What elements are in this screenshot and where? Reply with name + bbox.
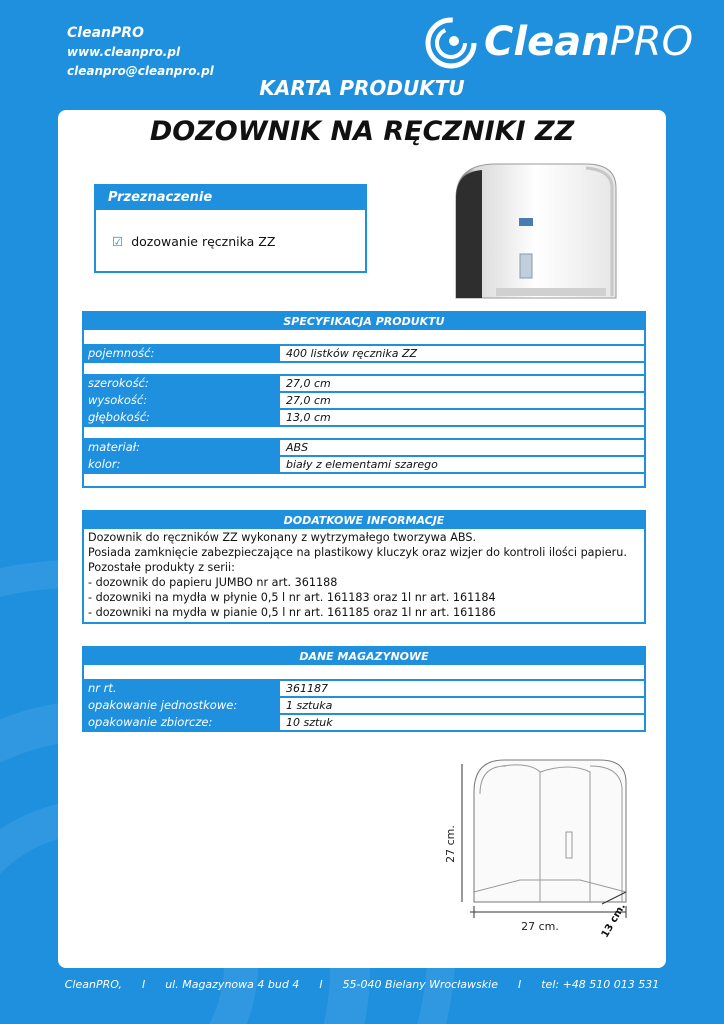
info-line: Posiada zamknięcie zabezpieczające na plastikowy kluczyk oraz wizjer do kontroli ilości papieru. (88, 546, 627, 559)
purpose-item (112, 234, 275, 249)
purpose-heading: Przeznaczenie (96, 186, 365, 210)
footer-separator: I (319, 978, 323, 991)
spacer (84, 427, 644, 440)
row-label: pojemność: (84, 346, 278, 361)
row-value: 361187 (278, 681, 644, 696)
website-link[interactable]: www.cleanpro.pl (67, 45, 181, 59)
footer-address: ul. Magazynowa 4 bud 4 (165, 978, 300, 991)
info-line: - dozowniki na mydła w płynie 0,5 l nr art. 161183 oraz 1l nr art. 161184 (88, 591, 496, 604)
row-value: 1 sztuka (278, 698, 644, 713)
table-row (84, 410, 644, 427)
row-label: nr rt. (84, 681, 278, 696)
info-text (84, 529, 644, 622)
row-value: 10 sztuk (278, 715, 644, 730)
header-contact (67, 24, 214, 81)
company-logo (424, 14, 694, 70)
brand-name: CleanPRO (67, 25, 144, 41)
width-label: 27 cm. (521, 920, 559, 933)
stock-table (82, 646, 646, 732)
table-row (84, 376, 644, 393)
info-heading: DODATKOWE INFORMACJE (84, 512, 644, 529)
page-title: DOZOWNIK NA RĘCZNIKI ZZ (149, 116, 575, 147)
product-photo (436, 158, 626, 308)
row-label: kolor: (84, 457, 278, 472)
row-label: szerokość: (84, 376, 278, 391)
info-line: - dozownik do papieru JUMBO nr art. 361188 (88, 576, 338, 589)
spacer (84, 330, 644, 346)
row-label: materiał: (84, 440, 278, 455)
footer (0, 978, 724, 991)
row-label: wysokość: (84, 393, 278, 408)
row-label: opakowanie jednostkowe: (84, 698, 278, 713)
sheet-type-heading: KARTA PRODUKTU (259, 76, 465, 100)
table-row (84, 393, 644, 410)
table-row (84, 346, 644, 363)
footer-phone[interactable]: tel: +48 510 013 531 (541, 978, 660, 991)
table-row (84, 715, 644, 730)
row-value: biały z elementami szarego (278, 457, 644, 472)
purpose-item-label: dozowanie ręcznika ZZ (131, 234, 276, 249)
row-value: 27,0 cm (278, 376, 644, 391)
purpose-box (94, 184, 367, 273)
info-table (82, 510, 646, 624)
table-row (84, 681, 644, 698)
row-value: 13,0 cm (278, 410, 644, 425)
dimension-drawing (440, 752, 636, 942)
info-line: - dozowniki na mydła w pianie 0,5 l nr art. 161185 oraz 1l nr art. 161186 (88, 606, 496, 619)
email-link[interactable]: cleanpro@cleanpro.pl (67, 64, 214, 78)
height-label: 27 cm. (444, 825, 457, 863)
checkbox-icon: ☑ (112, 234, 124, 249)
row-value: 27,0 cm (278, 393, 644, 408)
logo-swirl-icon (424, 16, 478, 70)
footer-separator: I (517, 978, 522, 991)
table-row (84, 698, 644, 715)
logo-wordmark: CleanPRO (484, 19, 694, 65)
spec-table (82, 311, 646, 488)
spacer (84, 363, 644, 376)
row-value: 400 listków ręcznika ZZ (278, 346, 644, 361)
footer-city: 55-040 Bielany Wrocławskie (342, 978, 498, 991)
spacer (84, 474, 644, 486)
footer-separator: I (141, 978, 146, 991)
row-label: głębokość: (84, 410, 278, 425)
spacer (84, 665, 644, 681)
table-row (84, 457, 644, 474)
spec-heading: SPECYFIKACJA PRODUKTU (84, 313, 644, 330)
stock-heading: DANE MAGAZYNOWE (84, 648, 644, 665)
info-line: Dozownik do ręczników ZZ wykonany z wytrzymałego tworzywa ABS. (88, 531, 477, 544)
footer-company: CleanPRO, (64, 978, 122, 991)
info-line: Pozostałe produkty z serii: (88, 561, 235, 574)
row-label: opakowanie zbiorcze: (84, 715, 278, 730)
row-value: ABS (278, 440, 644, 455)
depth-label: 13 cm. (599, 901, 628, 940)
table-row (84, 440, 644, 457)
